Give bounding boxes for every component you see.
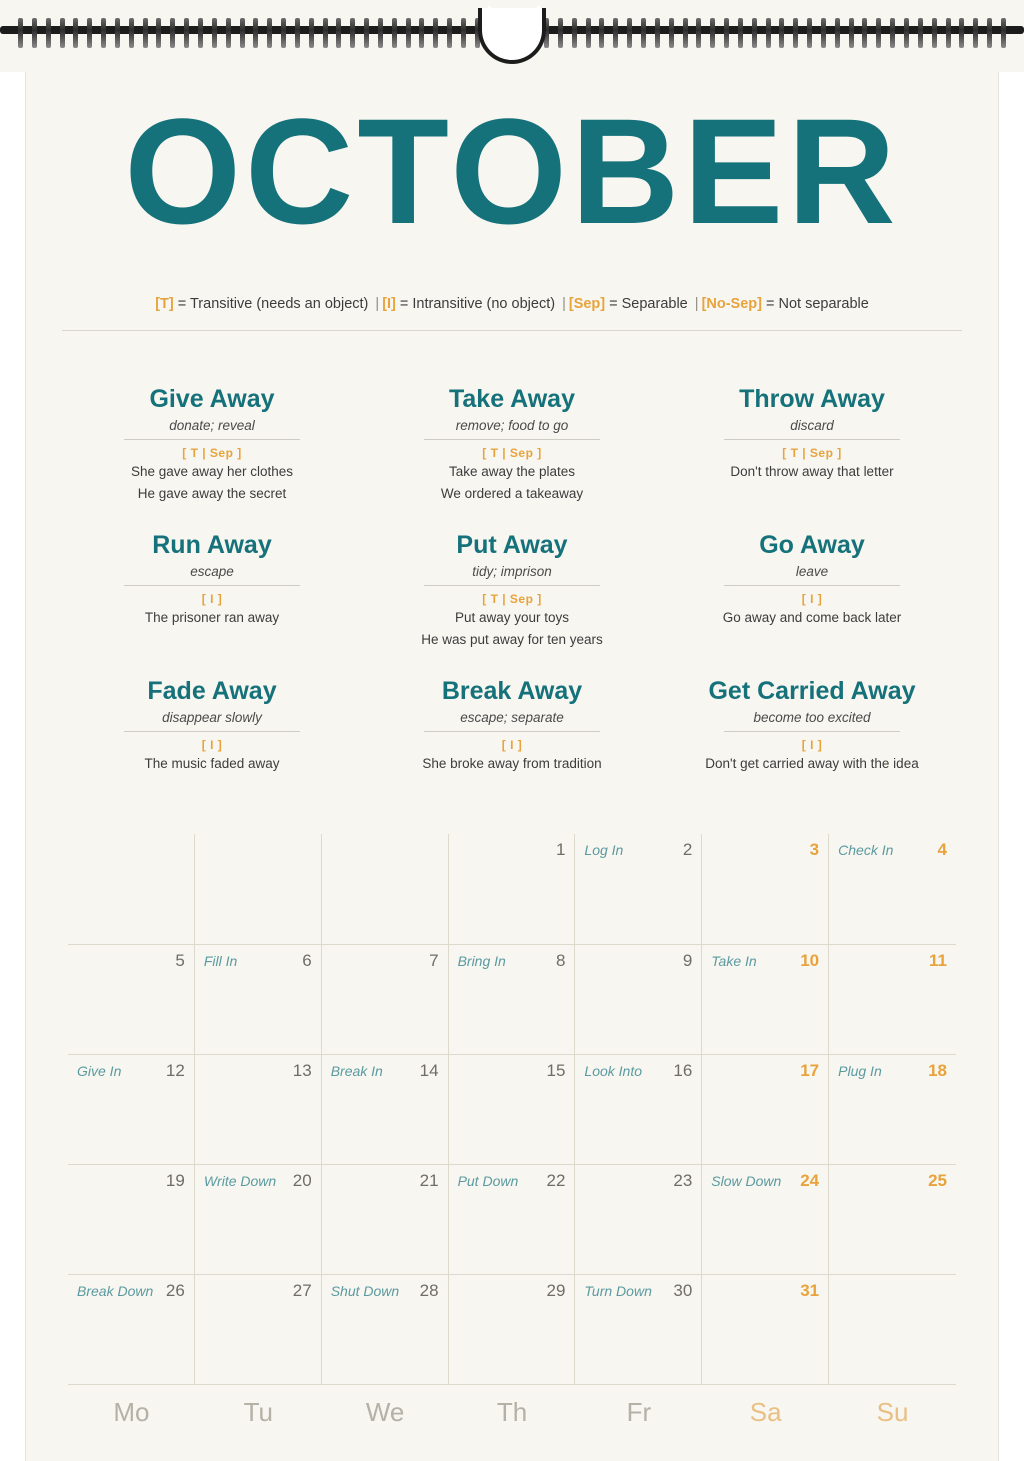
calendar-day-cell[interactable] <box>449 1274 576 1384</box>
verb-title: Break Away <box>441 677 583 705</box>
day-note: Slow Down <box>711 1173 782 1189</box>
calendar-day-cell[interactable] <box>449 834 576 944</box>
calendar-day-cell[interactable] <box>195 1274 322 1384</box>
verb-title: Take Away <box>448 385 575 413</box>
coil-icon <box>904 18 909 48</box>
day-number: 18 <box>928 1061 947 1080</box>
day-number: 8 <box>555 951 566 970</box>
verb-definition: remove; food to go <box>424 418 600 440</box>
weekday-label: We <box>365 1397 405 1427</box>
calendar-day-cell[interactable] <box>702 1274 829 1384</box>
day-number: 4 <box>937 840 947 859</box>
calendar-day-cell[interactable] <box>322 1274 449 1384</box>
day-number: 11 <box>929 951 947 970</box>
calendar-day-cell[interactable] <box>195 834 322 944</box>
day-number: 12 <box>165 1061 185 1080</box>
legend-transitive-tag: [T] <box>155 296 174 312</box>
coil-icon <box>724 18 729 48</box>
coil-icon <box>60 18 65 48</box>
coil-icon <box>170 18 175 48</box>
day-number: 21 <box>419 1171 439 1190</box>
coil-icon <box>835 18 840 48</box>
verb-definition: escape; separate <box>424 710 600 732</box>
coil-icon <box>323 18 328 48</box>
day-note: Bring In <box>457 953 506 969</box>
phrasal-verb-entry <box>62 382 362 504</box>
calendar-day-cell[interactable] <box>322 1164 449 1274</box>
coil-icon <box>862 18 867 48</box>
coil-icon <box>143 18 148 48</box>
phrasal-verb-entry <box>362 382 662 504</box>
verb-example: Don't throw away that letter <box>730 464 894 479</box>
day-number: 29 <box>546 1281 566 1300</box>
calendar-day-cell[interactable] <box>449 944 576 1054</box>
calendar-day-cell[interactable] <box>322 834 449 944</box>
day-number: 10 <box>800 951 820 970</box>
verb-title: Get Carried Away <box>708 677 916 705</box>
coil-icon <box>946 18 951 48</box>
verb-tags: [ I ] <box>201 738 223 752</box>
day-number: 1 <box>555 840 566 859</box>
day-note: Fill In <box>203 953 238 969</box>
day-note: Turn Down <box>584 1283 652 1299</box>
coil-icon <box>240 18 245 48</box>
coil-icon <box>683 18 688 48</box>
coil-icon <box>821 18 826 48</box>
day-number: 6 <box>302 951 312 970</box>
day-note: Break In <box>330 1063 383 1079</box>
coil-icon <box>406 18 411 48</box>
calendar-day-cell[interactable] <box>195 1164 322 1274</box>
verb-example: She broke away from tradition <box>422 756 602 771</box>
legend-intransitive-text: = Intransitive (no object) <box>395 296 560 312</box>
legend-nonseparable-tag: [No-Sep] <box>701 296 762 312</box>
coil-icon <box>461 18 466 48</box>
phrasal-verb-entry <box>62 528 362 650</box>
hanging-hook-icon <box>478 8 546 64</box>
verb-definition: donate; reveal <box>124 418 300 440</box>
coil-icon <box>392 18 397 48</box>
calendar-day-cell[interactable] <box>68 944 195 1054</box>
calendar-day-cell[interactable] <box>195 944 322 1054</box>
coil-icon <box>766 18 771 48</box>
day-note: Put Down <box>457 1173 519 1189</box>
weekday-header-row <box>68 1384 956 1428</box>
verb-tags: [ T | Sep ] <box>482 592 542 606</box>
verb-example: The music faded away <box>144 756 280 771</box>
legend-divider-2: | <box>562 296 566 312</box>
day-number: 26 <box>165 1281 185 1300</box>
coil-icon <box>779 18 784 48</box>
day-note: Write Down <box>203 1173 277 1189</box>
verb-definition: discard <box>724 418 900 440</box>
coil-icon <box>419 18 424 48</box>
day-number: 13 <box>292 1061 312 1080</box>
calendar-day-cell[interactable] <box>322 1054 449 1164</box>
legend-separable-text: = Separable <box>605 296 692 312</box>
calendar-day-cell[interactable] <box>702 1164 829 1274</box>
calendar-day-cell[interactable] <box>702 834 829 944</box>
calendar-day-cell[interactable] <box>702 1054 829 1164</box>
day-number: 14 <box>419 1061 439 1080</box>
calendar-day-cell[interactable] <box>575 1274 702 1384</box>
verb-example: She gave away her clothes <box>130 464 294 479</box>
verb-tags: [ I ] <box>201 592 223 606</box>
coil-icon <box>669 18 674 48</box>
day-note: Take In <box>711 953 757 969</box>
coil-icon <box>129 18 134 48</box>
coil-icon <box>156 18 161 48</box>
coil-icon <box>738 18 743 48</box>
day-number: 28 <box>419 1281 439 1300</box>
day-number: 23 <box>673 1171 693 1190</box>
calendar-day-cell[interactable] <box>829 944 956 1054</box>
phrasal-verb-entry <box>662 382 962 504</box>
verb-title: Go Away <box>759 531 865 559</box>
verb-example: Put away your toys <box>454 610 570 625</box>
calendar-day-cell[interactable] <box>575 1164 702 1274</box>
coil-icon <box>115 18 120 48</box>
verb-definition: leave <box>724 564 900 586</box>
day-number: 19 <box>165 1171 185 1190</box>
calendar-day-cell[interactable] <box>829 1054 956 1164</box>
coil-icon <box>793 18 798 48</box>
verb-tags: [ I ] <box>501 738 523 752</box>
verb-definition: tidy; imprison <box>424 564 600 586</box>
page-title: OCTOBER <box>124 87 900 255</box>
legend-intransitive-tag: [I] <box>382 296 396 312</box>
coil-icon <box>101 18 106 48</box>
verb-example: Go away and come back later <box>722 610 902 625</box>
coil-icon <box>586 18 591 48</box>
coil-icon <box>267 18 272 48</box>
coil-icon <box>655 18 660 48</box>
verb-title: Run Away <box>152 531 272 559</box>
coil-icon <box>613 18 618 48</box>
calendar-grid <box>68 834 956 1384</box>
day-number: 5 <box>175 951 185 970</box>
day-number: 24 <box>800 1171 820 1190</box>
verb-definition: disappear slowly <box>124 710 300 732</box>
verb-tags: [ I ] <box>801 738 823 752</box>
coil-icon <box>752 18 757 48</box>
coil-icon <box>212 18 217 48</box>
coil-icon <box>281 18 286 48</box>
calendar-day-cell[interactable] <box>449 1054 576 1164</box>
coil-icon <box>627 18 632 48</box>
coil-icon <box>336 18 341 48</box>
coil-icon <box>710 18 715 48</box>
day-number: 20 <box>292 1171 312 1190</box>
calendar-day-cell[interactable] <box>68 834 195 944</box>
legend-divider-1: | <box>375 296 380 312</box>
day-note: Check In <box>838 842 894 858</box>
coil-icon <box>87 18 92 48</box>
day-number: 27 <box>292 1281 312 1300</box>
coil-icon <box>973 18 978 48</box>
day-number: 15 <box>546 1061 566 1080</box>
coil-icon <box>433 18 438 48</box>
day-note: Break Down <box>77 1283 154 1299</box>
page-edge-right <box>998 60 1024 1461</box>
day-number: 2 <box>682 840 693 859</box>
phrasal-verb-entry <box>362 674 662 774</box>
month-calendar <box>68 834 956 1427</box>
calendar-day-cell[interactable] <box>575 1054 702 1164</box>
verb-definition: become too excited <box>724 710 900 732</box>
verb-example: He was put away for ten years <box>421 632 603 647</box>
verb-definition: escape <box>124 564 300 586</box>
spiral-binding <box>0 0 1024 72</box>
calendar-day-cell[interactable] <box>195 1054 322 1164</box>
coil-icon <box>696 18 701 48</box>
verb-example: We ordered a takeaway <box>440 486 584 501</box>
verb-title: Give Away <box>149 385 275 413</box>
weekday-label: Mo <box>113 1397 150 1427</box>
weekday-label: Th <box>496 1397 528 1427</box>
calendar-day-cell[interactable] <box>68 1054 195 1164</box>
coil-icon <box>184 18 189 48</box>
calendar-day-cell[interactable] <box>702 944 829 1054</box>
calendar-day-cell[interactable] <box>829 1164 956 1274</box>
phrasal-verb-entry <box>62 674 362 774</box>
weekday-label: Tu <box>243 1397 273 1427</box>
verb-tags: [ T | Sep ] <box>482 446 542 460</box>
verb-example: The prisoner ran away <box>144 610 280 625</box>
coil-icon <box>295 18 300 48</box>
phrasal-verb-grid <box>62 382 962 774</box>
calendar-day-cell[interactable] <box>68 1274 195 1384</box>
calendar-day-cell[interactable] <box>575 944 702 1054</box>
legend-separable-tag: [Sep] <box>568 296 606 312</box>
day-number: 30 <box>673 1281 693 1300</box>
coil-icon <box>73 18 78 48</box>
phrasal-verb-entry <box>662 674 962 774</box>
verb-tags: [ T | Sep ] <box>782 446 842 460</box>
coil-icon <box>987 18 992 48</box>
verb-example: He gave away the secret <box>137 486 287 501</box>
coil-icon <box>959 18 964 48</box>
verb-example: Don't get carried away with the idea <box>705 756 919 771</box>
coil-icon <box>198 18 203 48</box>
coil-icon <box>918 18 923 48</box>
coil-icon <box>599 18 604 48</box>
coil-icon <box>46 18 51 48</box>
page-edge-left <box>0 60 26 1461</box>
phrasal-verb-entry <box>362 528 662 650</box>
day-note: Log In <box>584 842 624 858</box>
calendar-day-cell[interactable] <box>829 834 956 944</box>
coil-icon <box>309 18 314 48</box>
coil-icon <box>932 18 937 48</box>
day-note: Plug In <box>838 1063 882 1079</box>
coil-icon <box>1001 18 1006 48</box>
verb-title: Throw Away <box>739 385 885 413</box>
day-number: 22 <box>546 1171 566 1190</box>
calendar-day-cell[interactable] <box>575 834 702 944</box>
legend <box>62 296 962 331</box>
verb-tags: [ I ] <box>801 592 823 606</box>
calendar-day-cell[interactable] <box>322 944 449 1054</box>
coil-icon <box>378 18 383 48</box>
legend-divider-3: | <box>694 296 699 312</box>
calendar-day-cell[interactable] <box>449 1164 576 1274</box>
legend-nonseparable-text: = Not separable <box>761 296 869 312</box>
day-note: Look Into <box>584 1063 643 1079</box>
coil-icon <box>807 18 812 48</box>
coil-icon <box>253 18 258 48</box>
day-number: 17 <box>800 1061 820 1080</box>
calendar-day-cell[interactable] <box>829 1274 956 1384</box>
day-number: 31 <box>800 1281 820 1300</box>
weekday-label: Su <box>876 1397 909 1427</box>
coil-icon <box>364 18 369 48</box>
coil-icon <box>32 18 37 48</box>
coil-icon <box>18 18 23 48</box>
day-number: 3 <box>809 840 820 859</box>
coil-icon <box>890 18 895 48</box>
coil-icon <box>558 18 563 48</box>
coil-icon <box>641 18 646 48</box>
weekday-label: Sa <box>749 1397 782 1427</box>
legend-transitive-text: = Transitive (needs an object) <box>173 296 373 312</box>
day-number: 9 <box>682 951 693 970</box>
weekday-label: Fr <box>626 1397 652 1427</box>
coil-icon <box>350 18 355 48</box>
verb-title: Put Away <box>456 531 568 559</box>
coil-icon <box>572 18 577 48</box>
day-number: 7 <box>429 951 439 970</box>
coil-icon <box>226 18 231 48</box>
verb-example: Take away the plates <box>448 464 576 479</box>
day-note: Give In <box>77 1063 122 1079</box>
verb-tags: [ T | Sep ] <box>182 446 242 460</box>
coil-icon <box>849 18 854 48</box>
day-number: 25 <box>928 1171 947 1190</box>
phrasal-verb-entry <box>662 528 962 650</box>
calendar-day-cell[interactable] <box>68 1164 195 1274</box>
coil-icon <box>876 18 881 48</box>
day-note: Shut Down <box>330 1283 400 1299</box>
verb-title: Fade Away <box>147 677 277 705</box>
coil-icon <box>447 18 452 48</box>
day-number: 16 <box>673 1061 693 1080</box>
